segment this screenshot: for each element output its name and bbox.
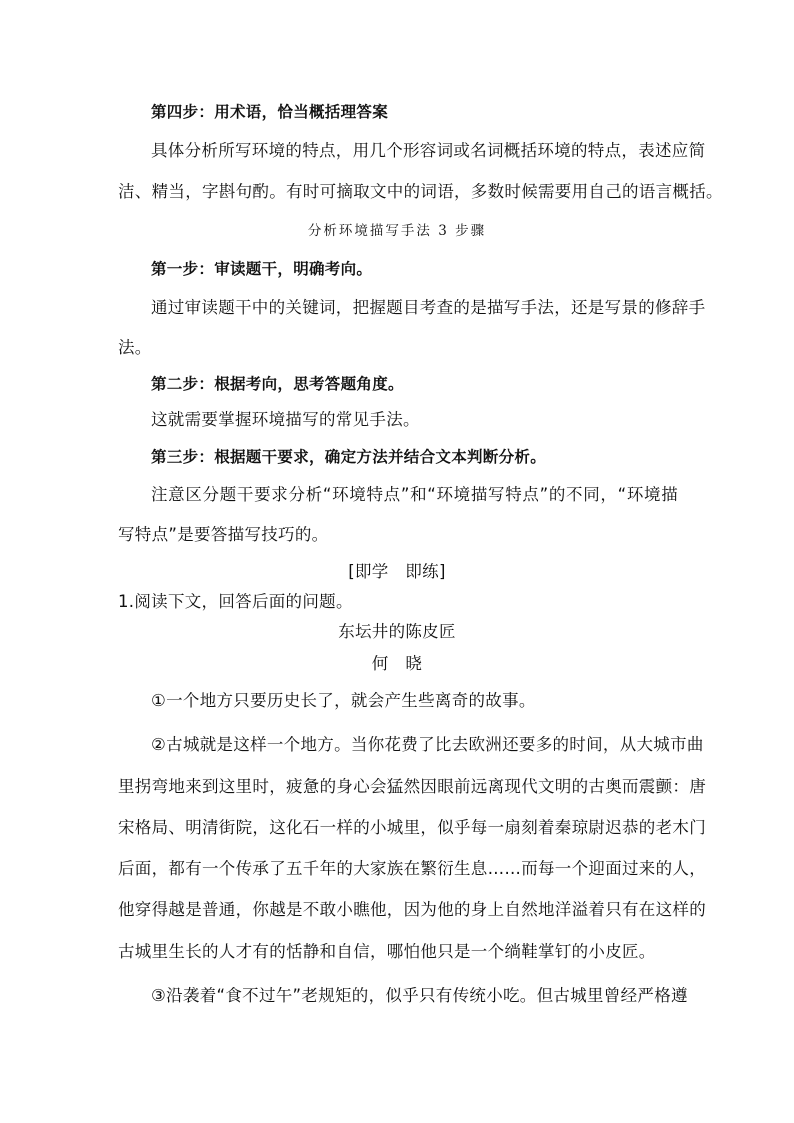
paragraph-line: 通过审读题干中的关键词，把握题目考查的是描写手法，还是写景的修辞手 — [151, 298, 706, 317]
paragraph-line: 写特点”是要答描写技巧的。 — [118, 525, 329, 544]
practice-heading: [即学 即练] — [348, 562, 446, 581]
paragraph-line: 里拐弯地来到这里时，疲惫的身心会猛然因眼前远离现代文明的古奥而震颤：唐 — [118, 777, 706, 796]
paragraph-line: 注意区分题干要求分析“环境特点”和“环境描写特点”的不同，“环境描 — [151, 485, 678, 504]
paragraph-line: 后面，都有一个传承了五千年的大家族在繁衍生息……而每一个迎面过来的人， — [118, 859, 706, 878]
paragraph-line: 洁、精当，字斟句酌。有时可摘取文中的词语，多数时候需要用自己的语言概括。 — [118, 182, 723, 201]
question-prompt: 1.阅读下文，回答后面的问题。 — [118, 592, 353, 611]
step-three-heading: 第三步：根据题干要求，确定方法并结合文本判断分析。 — [151, 448, 547, 466]
step-four-heading: 第四步：用术语，恰当概括理答案 — [151, 103, 389, 121]
paragraph-line: ②古城就是这样一个地方。当你花费了比去欧洲还要多的时间，从大城市曲 — [151, 735, 704, 754]
paragraph-line: ③沿袭着“食不过午”老规矩的，似乎只有传统小吃。但古城里曾经严格遵 — [151, 986, 688, 1005]
article-title: 东坛井的陈皮匠 — [338, 622, 456, 641]
paragraph-line: 具体分析所写环境的特点，用几个形容词或名词概括环境的特点，表述应简 — [151, 141, 706, 160]
paragraph-line: 法。 — [118, 338, 152, 357]
paragraph-line: 这就需要掌握环境描写的常见手法。 — [151, 410, 420, 429]
paragraph-line: 宋格局、明清街院，这化石一样的小城里，似乎每一扇刻着秦琼尉迟恭的老木门 — [118, 818, 706, 837]
article-author: 何 晓 — [371, 654, 423, 673]
step-two-heading: 第二步：根据考向，思考答题角度。 — [151, 375, 404, 393]
paragraph-line: ①一个地方只要历史长了，就会产生些离奇的故事。 — [151, 691, 536, 710]
step-one-heading: 第一步：审读题干，明确考向。 — [151, 260, 373, 278]
paragraph-line: 古城里生长的人才有的恬静和自信，哪怕他只是一个绱鞋掌钉的小皮匠。 — [118, 942, 656, 961]
paragraph-line: 他穿得越是普通，你越是不敢小瞧他，因为他的身上自然地洋溢着只有在这样的 — [118, 900, 706, 919]
section-title: 分析环境描写手法 3 步骤 — [307, 223, 487, 239]
